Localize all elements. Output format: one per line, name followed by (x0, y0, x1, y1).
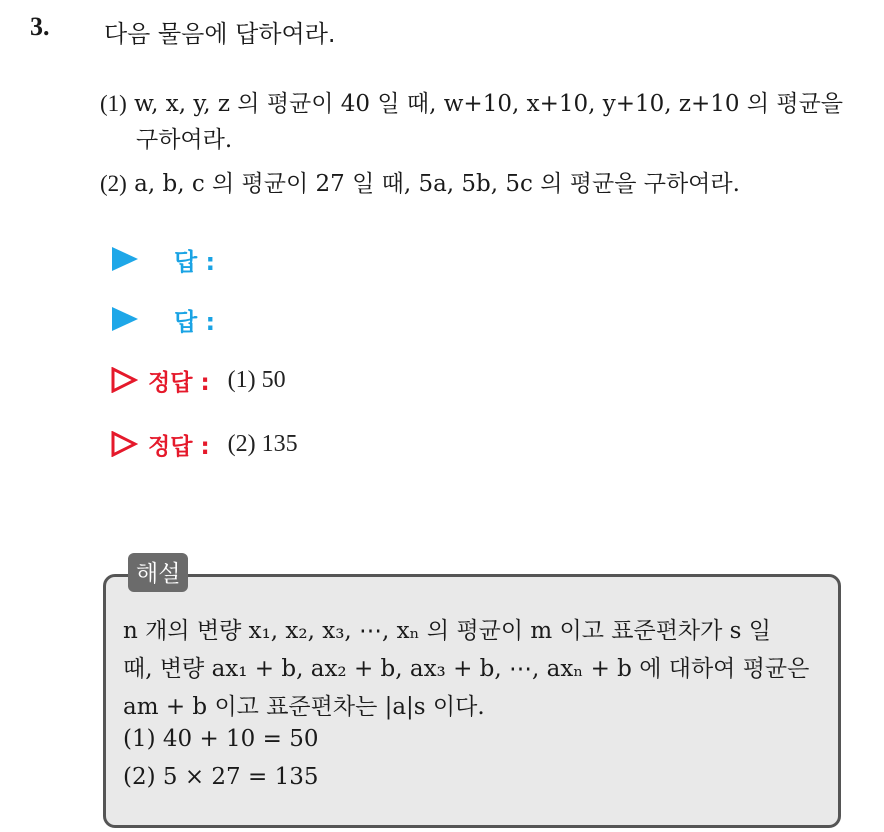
question-prompt: 다음 물음에 답하여라. (104, 20, 336, 48)
answer-blank-2[interactable] (112, 302, 215, 336)
subquestion-number: (2) (100, 171, 127, 196)
explanation-line: (1) 40 + 10 = 50 (123, 726, 319, 752)
outline-triangle-icon (110, 367, 138, 393)
correct-answer-value: (2) 135 (227, 430, 298, 457)
subquestion-text: a, b, c 의 평균이 27 일 때, 5a, 5b, 5c 의 평균을 구하여라. (134, 171, 740, 197)
answer-blank-1[interactable] (112, 242, 215, 276)
explanation-tag: 해설 (128, 553, 188, 592)
answer-label: 답 : (174, 307, 216, 336)
subquestion-text: w, x, y, z 의 평균이 40 일 때, w+10, x+10, y+10, z+10 의 평균을 (134, 91, 844, 117)
correct-answer-value: (1) 50 (227, 366, 286, 393)
subquestion-2 (100, 166, 740, 202)
play-triangle-icon (112, 247, 138, 271)
outline-triangle-icon (110, 431, 138, 457)
correct-answer-label: 정답 : (148, 369, 210, 396)
explanation-line: (2) 5 × 27 = 135 (123, 764, 319, 790)
subquestion-number: (1) (100, 91, 127, 116)
subquestion-1 (100, 86, 843, 158)
answer-label: 답 : (174, 247, 216, 276)
explanation-line: n 개의 변량 x₁, x₂, x₃, ⋯, xₙ 의 평균이 m 이고 표준편차가 s 일 (123, 618, 772, 644)
correct-answer-2 (110, 427, 298, 461)
correct-answer-label: 정답 : (148, 433, 210, 460)
explanation-line: am + b 이고 표준편차는 |a|s 이다. (123, 694, 485, 720)
explanation-line: 때, 변량 ax₁ + b, ax₂ + b, ax₃ + b, ⋯, axₙ + b 에 대하여 평균은 (123, 656, 810, 682)
correct-answer-1 (110, 363, 286, 397)
play-triangle-icon (112, 307, 138, 331)
question-number: 3. (30, 12, 50, 41)
subquestion-text-continued: 구하여라. (136, 127, 233, 153)
